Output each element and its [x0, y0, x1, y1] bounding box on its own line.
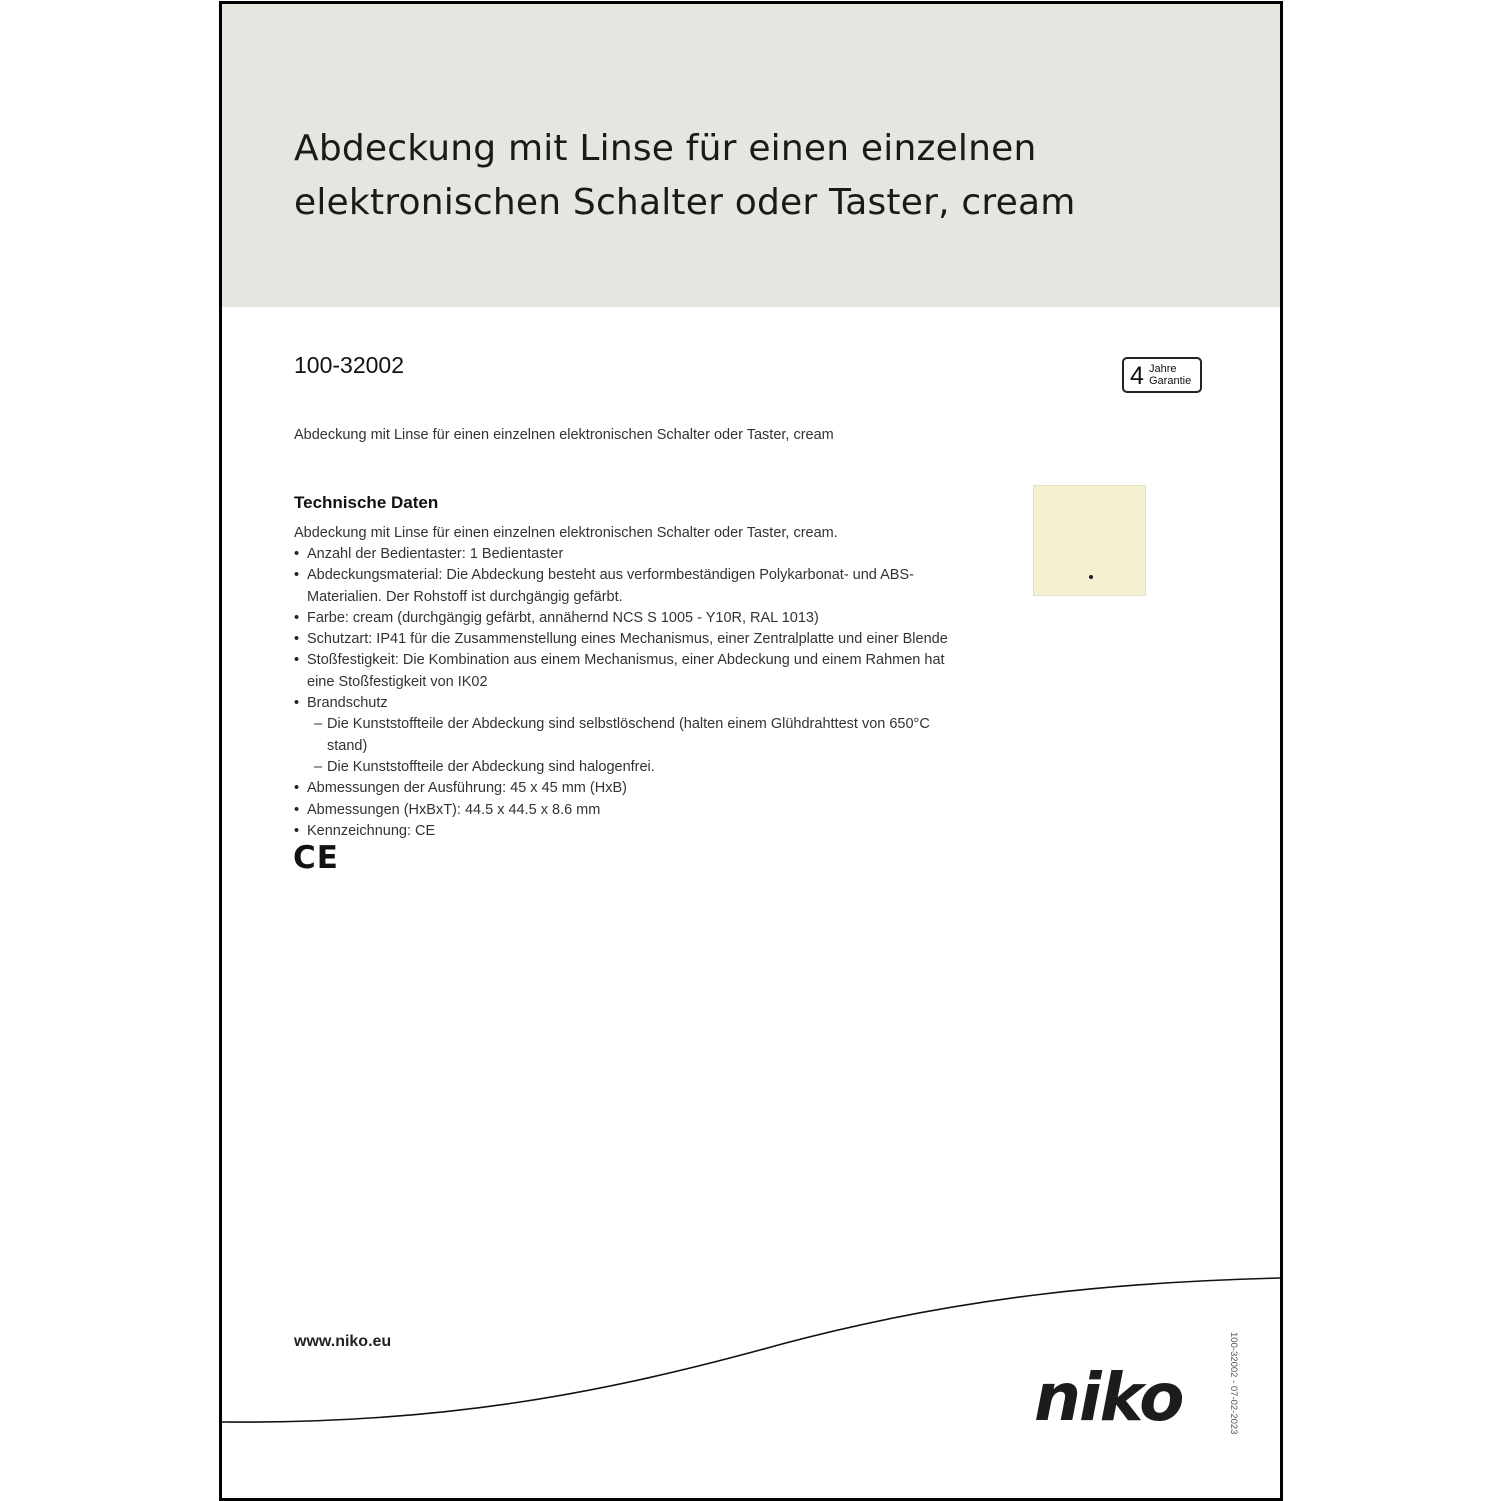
document-id: 100-32002 - 07-02-2023 [1228, 1332, 1239, 1435]
technical-heading: Technische Daten [294, 493, 439, 512]
product-image [1033, 485, 1146, 596]
datasheet-page [219, 1, 1283, 1501]
short-description: Abdeckung mit Linse für einen einzelnen elektronischen Schalter oder Taster, cream [294, 427, 834, 443]
warranty-years: 4 [1130, 362, 1144, 390]
lens-dot [1089, 575, 1093, 579]
page-title [294, 122, 1194, 230]
niko-logo: niko [1034, 1359, 1183, 1436]
header-band [222, 4, 1280, 307]
title-line-1: Abdeckung mit Linse für einen einzelnen [294, 128, 1037, 169]
technical-intro: Abdeckung mit Linse für einen einzelnen elektronischen Schalter oder Taster, cream. [294, 525, 838, 541]
spec-item: • Anzahl der Bedientaster: 1 Bedientaster [294, 544, 974, 565]
brandschutz-sublist [307, 714, 974, 778]
spec-item-brandschutz [294, 693, 974, 778]
spec-subitem: – Die Kunststoffteile der Abdeckung sind selbstlöschend (halten einem Glühdrahttest von 650°C stand) [307, 714, 974, 757]
spec-subitem: – Die Kunststoffteile der Abdeckung sind halogenfrei. [307, 757, 974, 778]
spec-item: • Kennzeichnung: CE [294, 821, 974, 842]
spec-item: • Farbe: cream (durchgängig gefärbt, annähernd NCS S 1005 - Y10R, RAL 1013) [294, 608, 974, 629]
website-link[interactable]: www.niko.eu [294, 1333, 392, 1350]
spec-item: • Abmessungen der Ausführung: 45 x 45 mm (HxB) [294, 778, 974, 799]
spec-item: • Abmessungen (HxBxT): 44.5 x 44.5 x 8.6 mm [294, 800, 974, 821]
warranty-badge [1122, 357, 1202, 393]
spec-item: • Schutzart: IP41 für die Zusammenstellung eines Mechanismus, einer Zentralplatte und einer Blende [294, 629, 974, 650]
article-number: 100-32002 [294, 352, 404, 378]
warranty-label-jahre: Jahre [1149, 363, 1177, 375]
spec-list [294, 544, 974, 842]
ce-mark-icon: CE [293, 840, 339, 876]
warranty-label-garantie: Garantie [1149, 375, 1192, 387]
title-line-2: elektronischen Schalter oder Taster, cream [294, 182, 1076, 223]
spec-item-label: Brandschutz [307, 695, 388, 712]
spec-item: • Abdeckungsmaterial: Die Abdeckung besteht aus verformbeständigen Polykarbonat- und ABS-Materialien. Der Rohstoff ist durchgängig gefärbt. [294, 565, 974, 608]
spec-item: • Stoßfestigkeit: Die Kombination aus einem Mechanismus, einer Abdeckung und einem Rahmen hat eine Stoßfestigkeit von IK02 [294, 650, 974, 693]
